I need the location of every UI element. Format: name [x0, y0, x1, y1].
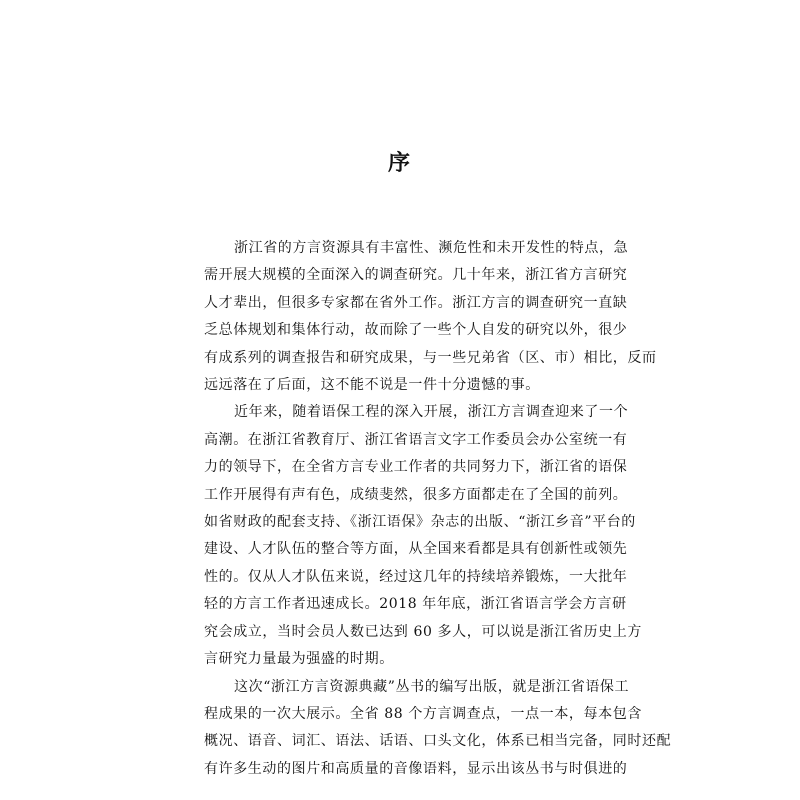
text-line: 轻的方言工作者迅速成长。2018 年年底，浙江省语言学会方言研: [204, 596, 627, 613]
body-text: [204, 235, 672, 783]
paragraph-3: [204, 674, 672, 784]
text-line: 概况、语音、词汇、语法、话语、口头文化，体系已相当完备，同时还配: [204, 733, 672, 750]
text-line: 力的领导下，在全省方言专业工作者的共同努力下，浙江省的语保: [204, 459, 628, 476]
text-line: 近年来，随着语保工程的深入开展，浙江方言调查迎来了一个: [234, 404, 629, 421]
text-line: 远远落在了后面，这不能不说是一件十分遗憾的事。: [204, 377, 540, 394]
paragraph-2: [204, 399, 642, 673]
text-line: 性的。仅从人才队伍来说，经过这几年的持续培养锻炼，一大批年: [204, 568, 628, 585]
paragraph-1: [204, 235, 657, 399]
text-line: 高潮。在浙江省教育厅、浙江省语言文字工作委员会办公室统一有: [204, 431, 628, 448]
text-line: 工作开展得有声有色，成绩斐然，很多方面都走在了全国的前列。: [204, 486, 628, 503]
text-line: 言研究力量最为强盛的时期。: [204, 651, 394, 668]
text-line: 建设、人才队伍的整合等方面，从全国来看都是具有创新性或领先: [204, 541, 628, 558]
text-line: 究会成立，当时会员人数已达到 60 多人，可以说是浙江省历史上方: [204, 623, 642, 640]
text-line: 这次“浙江方言资源典藏”丛书的编写出版，就是浙江省语保工: [234, 678, 630, 695]
text-line: 浙江省的方言资源具有丰富性、濒危性和未开发性的特点，急: [234, 240, 629, 256]
text-line: 如省财政的配套支持、《浙江语保》杂志的出版、“浙江乡音”平台的: [204, 514, 636, 531]
text-line: 乏总体规划和集体行动，故而除了一些个人自发的研究以外，很少: [204, 322, 628, 339]
text-line: 有许多生动的图片和高质量的音像语料，显示出该丛书与时俱进的: [204, 760, 628, 777]
text-line: 程成果的一次大展示。全省 88 个方言调查点，一点一本，每本包含: [204, 705, 642, 722]
text-line: 人才辈出，但很多专家都在省外工作。浙江方言的调查研究一直缺: [204, 294, 628, 311]
page-title: 序: [387, 151, 412, 176]
text-line: 有成系列的调查报告和研究成果，与一些兄弟省（区、市）相比，反而: [204, 349, 657, 366]
text-line: 需开展大规模的全面深入的调查研究。几十年来，浙江省方言研究: [204, 267, 628, 284]
